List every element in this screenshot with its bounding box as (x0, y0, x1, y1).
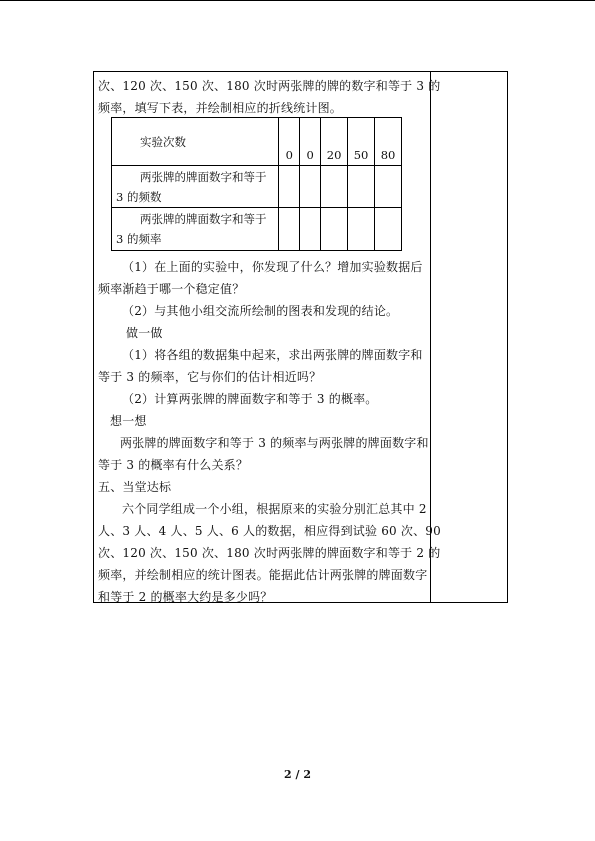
header-rule (0, 0, 595, 1)
table-header-cell: 0 (279, 118, 300, 166)
text-line: 和等于 2 的概率大约是多少吗？ (98, 590, 273, 604)
table-cell (300, 208, 321, 251)
table-cell (348, 208, 375, 251)
table-cell (321, 208, 348, 251)
table-cell (348, 166, 375, 208)
table-cell (375, 208, 402, 251)
section-title: 做一做 (126, 326, 163, 340)
text-line: 频率，填写下表，并绘制相应的折线统计图。 (98, 101, 343, 115)
table-header-cell: 50 (348, 118, 375, 166)
table-cell (300, 166, 321, 208)
experiment-data-table (111, 117, 402, 251)
section-title: 想一想 (110, 414, 147, 428)
text-line: （1）在上面的实验中，你发现了什么？增加实验数据后 (122, 260, 423, 274)
table-cell (279, 166, 300, 208)
table-header-cell: 20 (321, 118, 348, 166)
text-line: 等于 3 的频率，它与你们的估计相近吗？ (98, 370, 322, 384)
text-line: 等于 3 的概率有什么关系？ (98, 458, 249, 472)
text-line: （1）将各组的数据集中起来，求出两张牌的牌面数字和 (122, 348, 423, 362)
text-line: 次、120 次、150 次、180 次时两张牌的牌面数字和等于 2 的 (98, 546, 441, 560)
text-line: 六个同学组成一个小组，根据原来的实验分别汇总其中 2 (122, 502, 427, 516)
table-header-label-text: 实验次数 (140, 134, 186, 149)
table-header-cell: 0 (300, 118, 321, 166)
text-line: 频率渐趋于哪一个稳定值？ (98, 282, 245, 296)
text-line: 人、3 人、4 人、5 人、6 人的数据，相应得到试验 60 次、90 (98, 524, 441, 538)
table-row-label (112, 166, 279, 208)
table-header-cell: 80 (375, 118, 402, 166)
row-label-line: 两张牌的牌面数字和等于 (140, 212, 267, 226)
table-cell (279, 208, 300, 251)
text-line: 频率，并绘制相应的统计图表。能据此估计两张牌的牌面数字 (98, 568, 428, 582)
table-row-label (112, 208, 279, 251)
section-heading: 五、当堂达标 (98, 480, 172, 494)
text-line: 两张牌的牌面数字和等于 3 的频率与两张牌的牌面数字和 (120, 436, 429, 450)
row-label-line: 3 的频数 (116, 189, 162, 204)
table-cell (375, 166, 402, 208)
page-number: 2 / 2 (284, 768, 311, 781)
table-header-label (112, 118, 279, 166)
row-label-line: 3 的频率 (116, 232, 162, 246)
text-line: （2）与其他小组交流所绘制的图表和发现的结论。 (122, 304, 399, 318)
table-cell (321, 166, 348, 208)
text-line: （2）计算两张牌的牌面数字和等于 3 的概率。 (122, 392, 378, 406)
row-label-line: 两张牌的牌面数字和等于 (140, 169, 267, 184)
text-line: 次、120 次、150 次、180 次时两张牌的牌的数字和等于 3 的 (98, 79, 441, 93)
